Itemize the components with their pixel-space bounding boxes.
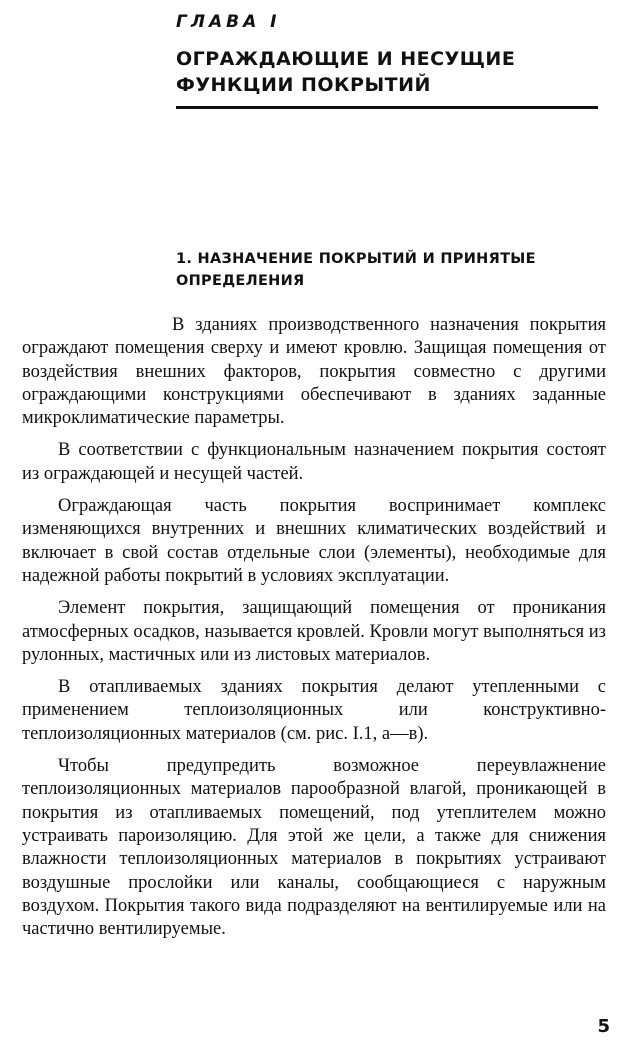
chapter-label: ГЛАВА I [176,12,281,32]
section-title: 1. НАЗНАЧЕНИЕ ПОКРЫТИЙ И ПРИНЯТЫЕ ОПРЕДЕЛЕНИЯ [176,251,536,289]
paragraph: Ограждающая часть покрытия воспринимает комплекс изменяющихся внутренних и внешних климатических воздействий и включает в свой состав отдельные слои (элементы), необходимые для надежной работы покрытий в условиях эксплуатации. [22,496,606,586]
paragraph: Элемент покрытия, защищающий помещения от проникания атмосферных осадков, называется кровлей. Кровли могут выполняться из рулонных, мастичных или из листовых материалов. [22,598,606,665]
body-text [22,314,606,950]
title-rule [176,106,598,109]
paragraph: В зданиях производственного назначения покрытия ограждают помещения сверху и имеют кровлю. Защищая помещения от воздействия внешних факторов, покрытия совместно с другими ограждающими конструкциями обеспечивают в зданиях заданные микроклиматические параметры. [22,315,606,429]
paragraph: В отапливаемых зданиях покрытия делают утепленными с применением теплоизоляционных или конструктивно-теплоизоляционных материалов (см. рис. I.1, а—в). [22,677,606,744]
chapter-title: ОГРАЖДАЮЩИЕ И НЕСУЩИЕ ФУНКЦИИ ПОКРЫТИЙ [176,48,516,96]
page-number: 5 [597,1016,610,1037]
paragraph: В соответствии с функциональным назначением покрытия состоят из ограждающей и несущей частей. [22,440,606,484]
paragraph: Чтобы предупредить возможное переувлажнение теплоизоляционных материалов парообразной влагой, проникающей в покрытия из отапливаемых помещений, под утеплителем можно устраивать пароизоляцию. Для этой же цели, а также для снижения влажности теплоизоляционных материалов в покрытиях устраивают воздушные прослойки или каналы, сообщающиеся с наружным воздухом. Покрытия такого вида подразделяют на вентилируемые или на частично вентилируемые. [22,756,606,940]
